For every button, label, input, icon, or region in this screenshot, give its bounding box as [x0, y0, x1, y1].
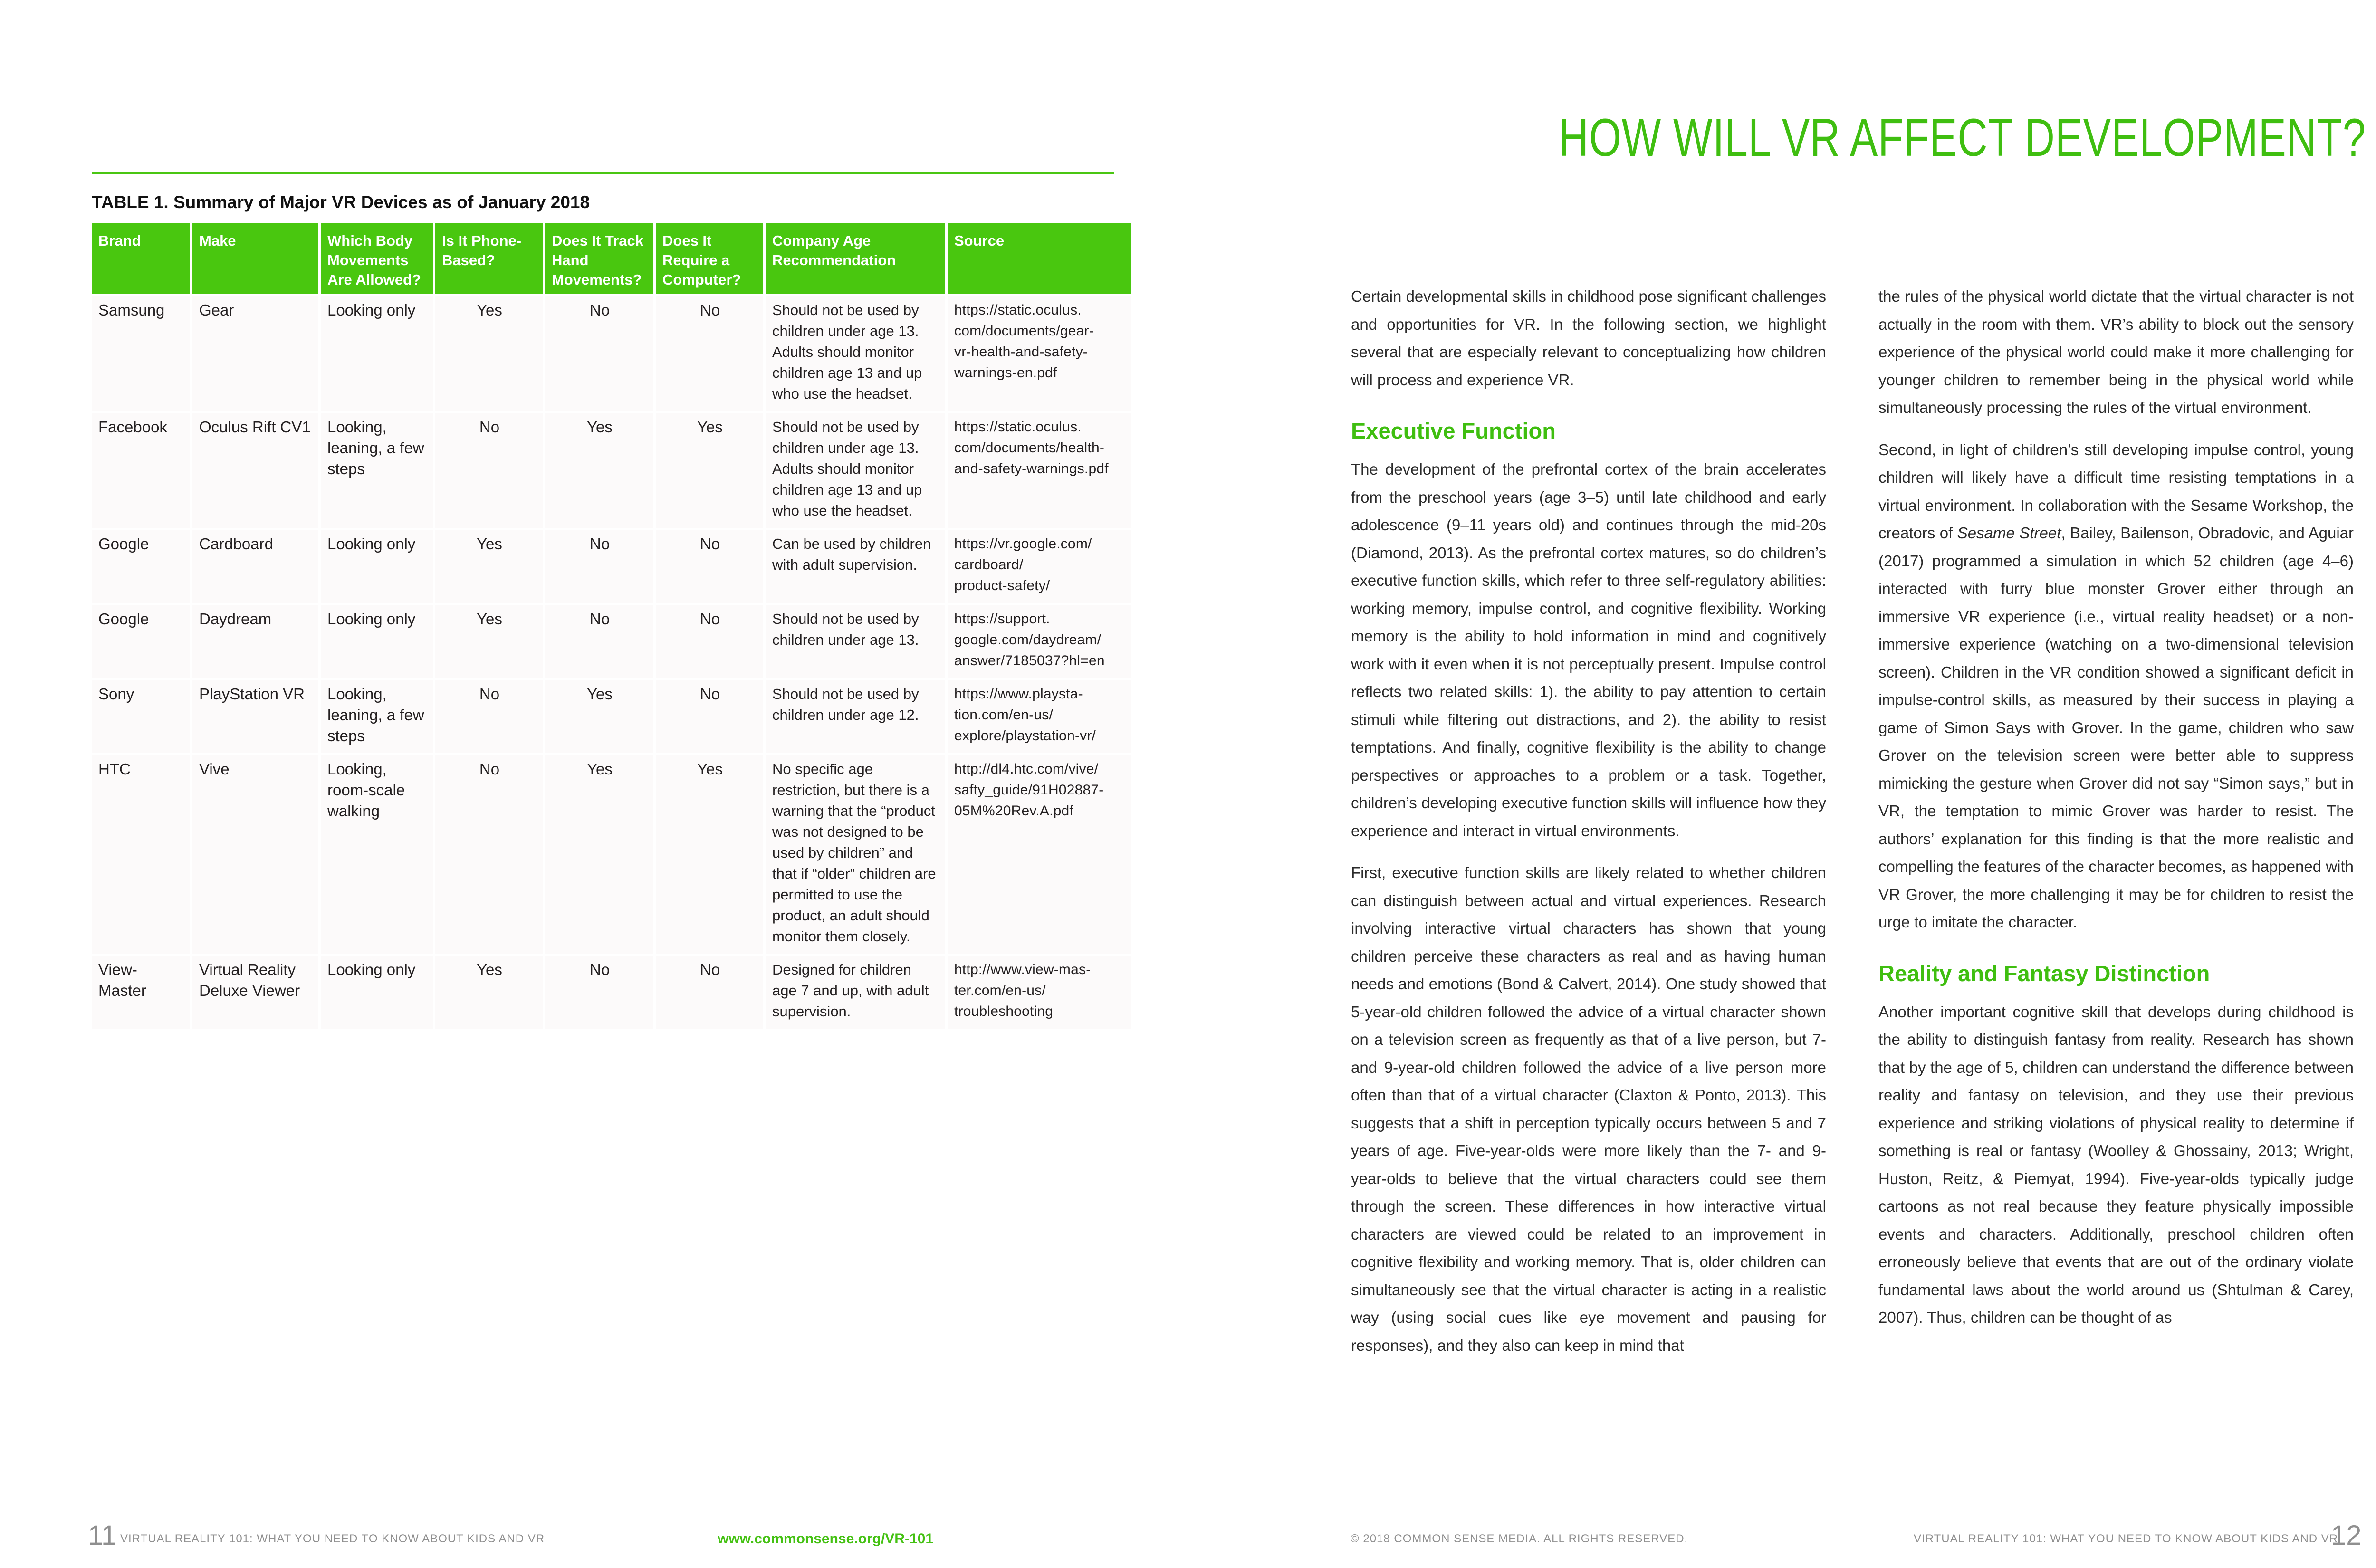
body-paragraph-sesame	[1878, 436, 2354, 937]
table-row	[92, 296, 1131, 411]
cell-source-link: http://www.view-mas- ter.com/en-us/ troubleshooting	[954, 962, 1091, 1019]
cell-brand: View-Master	[92, 956, 190, 1029]
cell-movements: Looking only	[321, 605, 433, 678]
cell-source-link: https://support. google.com/daydream/ answer/7185037?hl=en	[954, 611, 1105, 669]
cell-brand: Sony	[92, 680, 190, 753]
intro-paragraph: Certain developmental skills in childhood pose significant challenges and opportunities for VR. In the following section, we highlight several that are especially relevant to conceptualizing how children will process and experience VR.	[1351, 287, 1826, 389]
cell-movements: Looking only	[321, 296, 433, 411]
cell-age-recommendation: Designed for children age 7 and up, with adult supervision.	[766, 956, 945, 1029]
cell-hand-tracking: Yes	[545, 413, 653, 528]
paragraph-text: Second, in light of children’s still developing impulse control, young children will likely have a difficult time resisting temptations in a virtual environment. In collaboration with the Sesame Workshop, the creators of	[1878, 440, 2354, 542]
text-column-left	[1351, 283, 1826, 1374]
cell-make: Cardboard	[192, 530, 318, 603]
cell-phone-based: No	[435, 755, 543, 954]
cell-phone-based: Yes	[435, 296, 543, 411]
cell-make: Daydream	[192, 605, 318, 678]
paragraph-text: , Bailey, Bailenson, Obradovic, and Aguiar (2017) programmed a simulation in which 52 children (age 4–6) interacted with furry blue monster Grover either through an immersive VR experience (i.e., virtual reality headset) or a non-immersive experience (watching on a two-dimensional television screen). Children in the VR condition showed a significant deficit in impulse-control skills, as measured by their success in playing a game of Simon Says with Grover. In the game, children who saw Grover on the television screen were better able to suppress mimicking the gesture when Grover did not say “Simon says,” but in VR, the temptation to mimic Grover was harder to resist. The authors’ explanation for this finding is that the more realistic and compelling the features of the character becomes, as happened with VR Grover, the more challenging it may be for children to resist the urge to imitate the character.	[1878, 524, 2354, 931]
header-age-recommendation: Company Age Recommendation	[766, 223, 945, 294]
cell-make: PlayStation VR	[192, 680, 318, 753]
cell-hand-tracking: Yes	[545, 680, 653, 753]
cell-hand-tracking: No	[545, 530, 653, 603]
table-row	[92, 605, 1131, 678]
body-paragraph: the rules of the physical world dictate that the virtual character is not actually in the room with them. VR’s ability to block out the sensory experience of the physical world could make it more challenging for younger children to remember being in the physical world while simultaneously processing the rules of the virtual environment.	[1878, 287, 2354, 416]
table-row	[92, 956, 1131, 1029]
footer-url-link[interactable]: www.commonsense.org/VR-101	[718, 1531, 934, 1547]
text-column-right	[1878, 283, 2354, 1346]
header-hand-tracking: Does It Track Hand Movements?	[545, 223, 653, 294]
page-headline: HOW WILL VR AFFECT DEVELOPMENT?	[1559, 108, 2366, 167]
body-paragraph: The development of the prefrontal cortex of the brain accelerates from the preschool years (age 3–5) until late childhood and early adolescence (9–11 years old) and continues through the mid-20s (Diamond, 2013). As the prefrontal cortex matures, so do children’s executive function skills, which refer to three self-regulatory abilities: working memory, impulse control, and cognitive flexibility. Working memory is the ability to hold information in mind and cognitively work with it even when it is not perceptually present. Impulse control reflects two related skills: 1). the ability to pay attention to certain stimuli while filtering out distractions, and 2). the ability to resist temptations. And finally, cognitive flexibility is the ability to change perspectives or approaches to a problem or a task. Together, children’s developing executive function skills will influence how they experience and interact in virtual environments.	[1351, 460, 1826, 840]
page-number-right: 12	[2331, 1520, 2362, 1551]
table-row	[92, 755, 1131, 954]
header-source: Source	[948, 223, 1131, 294]
cell-phone-based: Yes	[435, 605, 543, 678]
cell-movements: Looking, leaning, a few steps	[321, 680, 433, 753]
cell-brand: Samsung	[92, 296, 190, 411]
cell-requires-computer: No	[656, 605, 763, 678]
header-make: Make	[192, 223, 318, 294]
cell-make: Oculus Rift CV1	[192, 413, 318, 528]
cell-requires-computer: Yes	[656, 755, 763, 954]
cell-phone-based: No	[435, 680, 543, 753]
cell-age-recommendation: Should not be used by children under age 12.	[766, 680, 945, 753]
footer-title-right: VIRTUAL REALITY 101: WHAT YOU NEED TO KNOW ABOUT KIDS AND VR	[1914, 1532, 2338, 1545]
header-body-movements: Which Body Movements Are Allowed?	[321, 223, 433, 294]
footer-copyright: © 2018 COMMON SENSE MEDIA. ALL RIGHTS RESERVED.	[1351, 1532, 1688, 1545]
cell-requires-computer: Yes	[656, 413, 763, 528]
vr-devices-table	[89, 221, 1133, 1031]
cell-requires-computer: No	[656, 680, 763, 753]
cell-age-recommendation: Can be used by children with adult supervision.	[766, 530, 945, 603]
cell-make: Gear	[192, 296, 318, 411]
cell-hand-tracking: No	[545, 296, 653, 411]
cell-phone-based: Yes	[435, 530, 543, 603]
body-paragraph: Another important cognitive skill that develops during childhood is the ability to distinguish fantasy from reality. Research has shown that by the age of 5, children can understand the difference between reality and fantasy on television, and they use their previous experience and striking violations of physical reality to determine if something is real or fantasy (Woolley & Ghossainy, 2013; Wright, Huston, Reitz, & Piemyat, 1994). Five-year-olds typically judge cartoons as not real because they feature physically impossible events and characters. Additionally, preschool children often erroneously believe that events that are out of the ordinary violate fundamental laws about the world around us (Shtulman & Carey, 2007). Thus, children can be thought of as	[1878, 1003, 2354, 1326]
cell-hand-tracking: No	[545, 956, 653, 1029]
cell-source-link: https://vr.google.com/ cardboard/ product-safety/	[954, 536, 1092, 593]
page-number-left: 11	[88, 1520, 117, 1551]
show-title: Sesame Street	[1957, 524, 2061, 542]
table-row	[92, 680, 1131, 753]
table-row	[92, 530, 1131, 603]
cell-movements: Looking, room-scale walking	[321, 755, 433, 954]
table-header-row	[92, 223, 1131, 294]
top-rule	[92, 172, 1114, 174]
cell-requires-computer: No	[656, 530, 763, 603]
section-heading-executive-function: Executive Function	[1351, 418, 1556, 443]
cell-source-link: http://dl4.htc.com/vive/ safty_guide/91H02887- 05M%20Rev.A.pdf	[954, 761, 1104, 819]
table-row	[92, 413, 1131, 528]
header-requires-computer: Does It Require a Computer?	[656, 223, 763, 294]
cell-movements: Looking only	[321, 956, 433, 1029]
table-title: TABLE 1. Summary of Major VR Devices as of January 2018	[92, 192, 590, 212]
cell-age-recommendation: Should not be used by children under age 13.	[766, 605, 945, 678]
cell-source-link: https://static.oculus. com/documents/health- and-safety-warnings.pdf	[954, 419, 1109, 477]
cell-age-recommendation: Should not be used by children under age 13. Adults should monitor children age 13 and up who use the headset.	[766, 296, 945, 411]
cell-source-link: https://www.playsta- tion.com/en-us/ explore/playstation-vr/	[954, 686, 1096, 744]
cell-brand: HTC	[92, 755, 190, 954]
footer-title-left: VIRTUAL REALITY 101: WHAT YOU NEED TO KNOW ABOUT KIDS AND VR	[120, 1532, 545, 1545]
header-phone-based: Is It Phone-Based?	[435, 223, 543, 294]
cell-age-recommendation: Should not be used by children under age 13. Adults should monitor children age 13 and up who use the headset.	[766, 413, 945, 528]
cell-requires-computer: No	[656, 956, 763, 1029]
cell-age-recommendation: No specific age restriction, but there is a warning that the “product was not designed to be used by children” and that if “older” children are permitted to use the product, an adult should monitor them closely.	[766, 755, 945, 954]
cell-movements: Looking, leaning, a few steps	[321, 413, 433, 528]
cell-hand-tracking: No	[545, 605, 653, 678]
header-brand: Brand	[92, 223, 190, 294]
cell-brand: Google	[92, 530, 190, 603]
cell-brand: Google	[92, 605, 190, 678]
body-paragraph: First, executive function skills are likely related to whether children can distinguish between actual and virtual experiences. Research involving interactive virtual characters has shown that young children perceive these characters as real and as having human needs and emotions (Bond & Calvert, 2014). One study showed that 5-year-old children followed the advice of a virtual character shown on a television screen as frequently as that of a live person, but 7- and 9-year-old children followed the advice of a live person more often than that of a virtual character (Claxton & Ponto, 2013). This suggests that a shift in perception typically occurs between 5 and 7 years of age. Five-year-olds were more likely than the 7- and 9-year-olds to believe that the virtual characters could see them through the screen. These differences in how interactive virtual characters are viewed could be related to an improvement in cognitive flexibility and working memory. That is, older children can simultaneously see that the virtual character is acting in a realistic way (using social cues like eye movement and pausing for responses), and they also can keep in mind that	[1351, 864, 1826, 1354]
cell-movements: Looking only	[321, 530, 433, 603]
right-page	[1212, 0, 2376, 1568]
cell-source-link: https://static.oculus. com/documents/gear- vr-health-and-safety- warnings-en.pdf	[954, 302, 1094, 381]
cell-brand: Facebook	[92, 413, 190, 528]
cell-make: Virtual Reality Deluxe Viewer	[192, 956, 318, 1029]
cell-hand-tracking: Yes	[545, 755, 653, 954]
section-heading-reality-fantasy: Reality and Fantasy Distinction	[1878, 960, 2210, 986]
cell-requires-computer: No	[656, 296, 763, 411]
cell-phone-based: Yes	[435, 956, 543, 1029]
cell-make: Vive	[192, 755, 318, 954]
cell-phone-based: No	[435, 413, 543, 528]
